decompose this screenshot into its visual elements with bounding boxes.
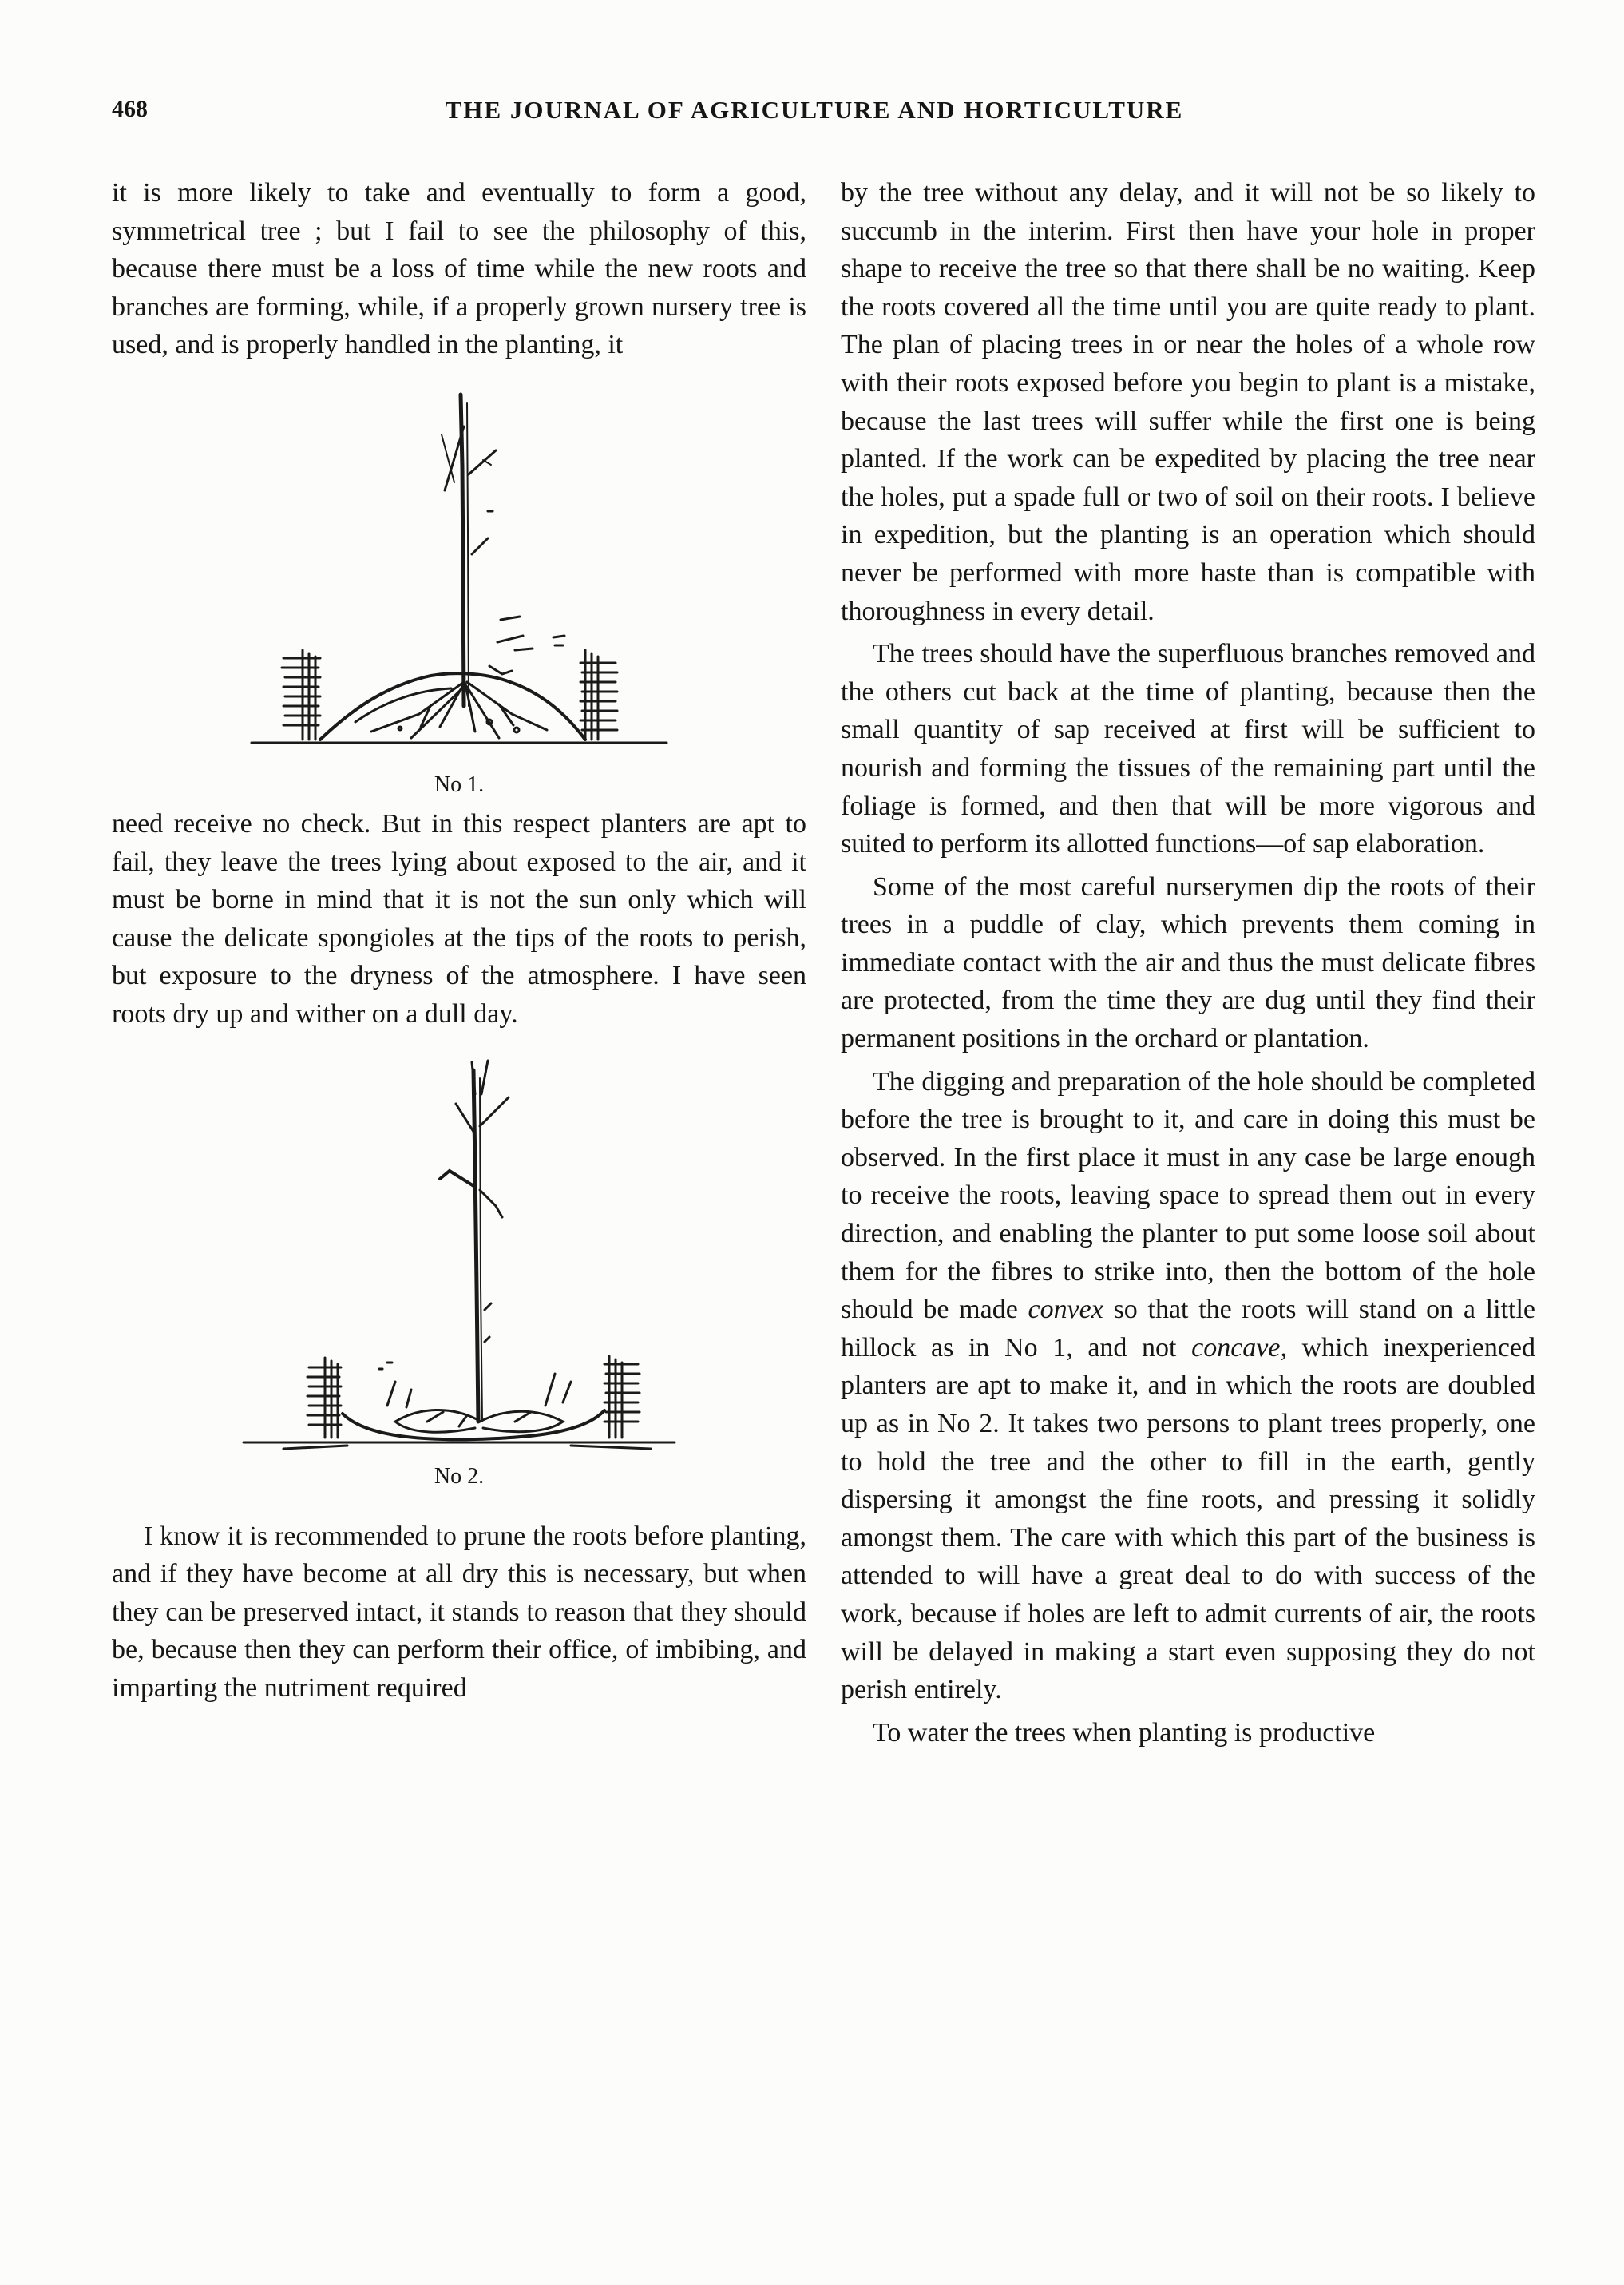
figure-2 bbox=[112, 1046, 806, 1490]
paragraph: by the tree without any delay, and it will not be so likely to succumb in the interim. First then have your hole in proper shape to receive the tree so that there shall be no waiting. Keep the roots covered all the time until you are quite ready to plant. The plan of placing trees in or near the holes of a whole row with their roots exposed before you begin to plant is a mistake, because the last trees will suffer while the first one is being planted. If the work can be expedited by placing the tree near the holes, put a spade full or two of soil on their roots. I believe in expedition, but the planting is an operation which should never be performed with more haste than is compatible with thoroughness in every detail. bbox=[841, 178, 1535, 626]
page-header bbox=[112, 96, 1517, 136]
running-head: THE JOURNAL OF AGRICULTURE AND HORTICULTURE bbox=[445, 96, 1184, 124]
text-run: which inexperienced planters are apt to make it, and in which the roots are doubled up as in No 2. It takes two persons to plant trees properly, one to hold the tree and the other to fill in the earth, gently dispersing it amongst the fine roots, and pressing it solidly amongst them. The care with which this part of the business is attended to will have a great deal to do with success of the work, because if holes are left to admit currents of air, the roots will be delayed in making a start even supposing they do not perish entirely. bbox=[841, 1332, 1535, 1705]
tree-on-hillock-illustration bbox=[236, 371, 683, 770]
tree-in-concave-hole-illustration bbox=[236, 1046, 683, 1462]
text-run: The digging and preparation of the hole should be completed before the tree is brought to it, and care in doing this must be observed. In the first place it must in any case be large enough to receive the roots, leaving space to spread them out in every direction, and enabling the planter to put some loose soil about them for the fibres to strike into, then the bottom of the hole should be made bbox=[841, 1066, 1535, 1325]
paragraph: Some of the most careful nurserymen dip the roots of their trees in a puddle of clay, which prevents them coming in immediate contact with the air and thus the must delicate fibres are protected, from the time they are dug until they find their permanent positions in the orchard or plantation. bbox=[841, 871, 1535, 1054]
figure-1-caption: No 1. bbox=[434, 772, 485, 797]
emphasis-concave: concave, bbox=[1191, 1332, 1287, 1363]
paragraph: need receive no check. But in this respect planters are apt to fail, they leave the trees lying about exposed to the air, and it must be borne in mind that it is not the sun only which will cause the delicate spongioles at the tips of the roots to perish, but exposure to the dryness of the atmosphere. I have seen roots dry up and wither on a dull day. bbox=[112, 808, 806, 1029]
left-column bbox=[112, 174, 806, 1708]
paragraph: I know it is recommended to prune the roots before planting, and if they have become at all dry this is necessary, but when they can be preserved intact, it stands to reason that they should be, because then they can perform their office, of imbibing, and imparting the nutriment required bbox=[112, 1521, 806, 1703]
paragraph: To water the trees when planting is productive bbox=[873, 1717, 1376, 1747]
right-column bbox=[841, 174, 1535, 1751]
text-run: so that the roots will stand on a little hillock as in No 1, and not bbox=[841, 1295, 1535, 1363]
figure-2-caption: No 2. bbox=[434, 1463, 485, 1489]
paragraph bbox=[841, 1063, 1535, 1709]
paragraph: it is more likely to take and eventually to form a good, symmetrical tree ; but I fail to see the philosophy of this, because there must be a loss of time while the new roots and branches are forming, while, if a properly grown nursery tree is used, and is properly handled in the planting, it bbox=[112, 178, 806, 360]
figure-1 bbox=[112, 371, 806, 799]
page-number: 468 bbox=[112, 96, 148, 122]
emphasis-convex: convex bbox=[1028, 1295, 1103, 1325]
paragraph: The trees should have the superfluous branches removed and the others cut back at the time of planting, because then the small quantity of sap received at first will be sufficient to nourish and forming the tissues of the remaining part until the foliage is formed, and then that will be more vigorous and suited to perform its allotted functions—of sap elaboration. bbox=[841, 639, 1535, 859]
